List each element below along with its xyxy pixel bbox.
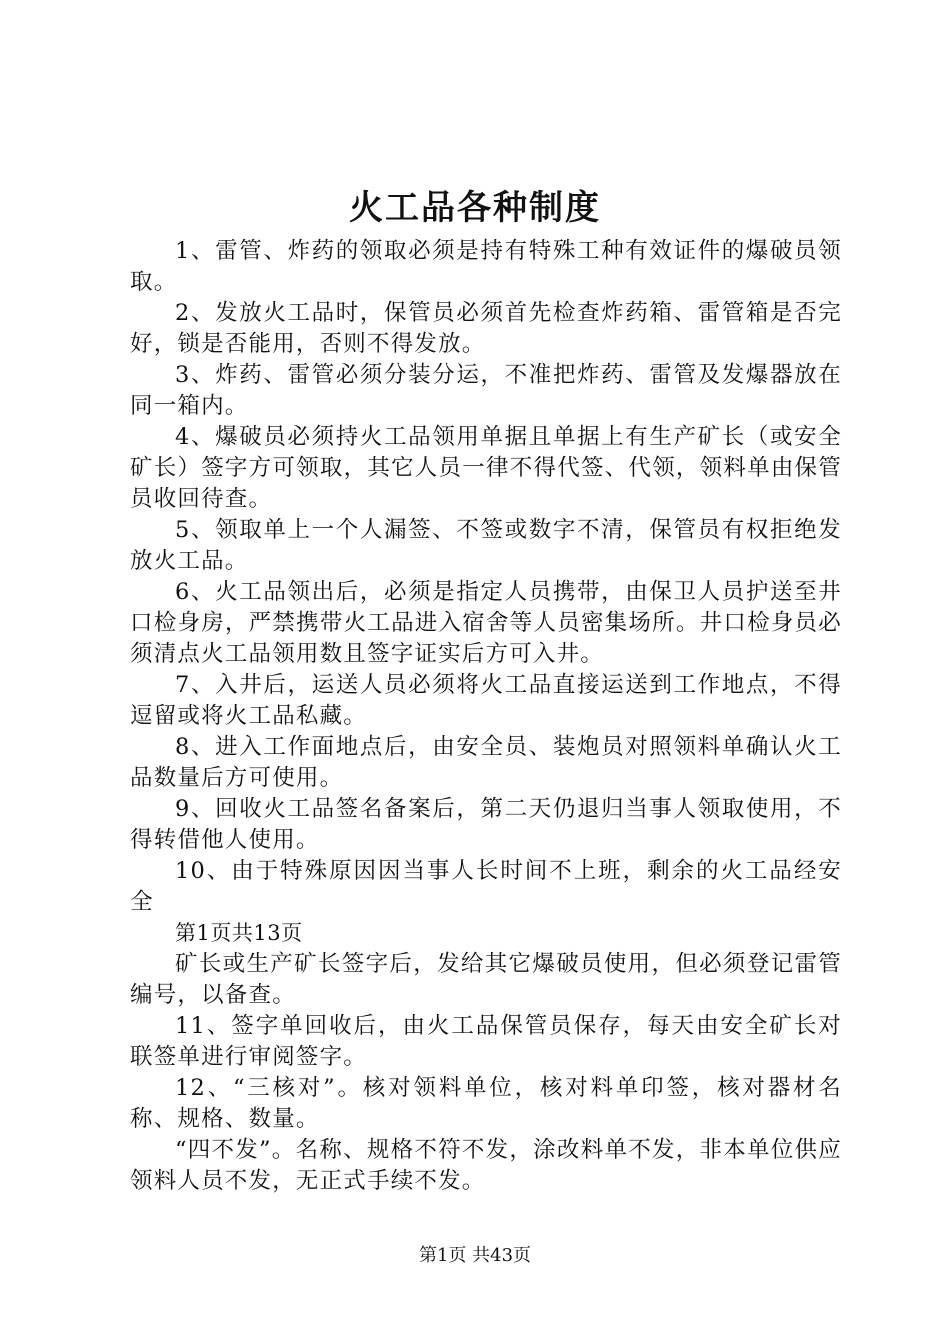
paragraph: 4、爆破员必须持火工品领用单据且单据上有生产矿长（或安全矿长）签字方可领取，其它人员一律不得代签、代领，领料单由保管员收回待查。 <box>130 424 842 512</box>
paragraph: 1、雷管、炸药的领取必须是持有特殊工种有效证件的爆破员领取。 <box>130 238 842 295</box>
paragraph: 11、签字单回收后，由火工品保管员保存，每天由安全矿长对联签单进行审阅签字。 <box>130 1013 842 1070</box>
paragraph: “四不发”。名称、规格不符不发，涂改料单不发，非本单位供应领料人员不发，无正式手续不发。 <box>130 1137 842 1194</box>
paragraph: 12、“三核对”。核对领料单位，核对料单印签，核对器材名称、规格、数量。 <box>130 1075 842 1132</box>
paragraph: 9、回收火工品签名备案后，第二天仍退归当事人领取使用，不得转借他人使用。 <box>130 796 842 853</box>
paragraph: 6、火工品领出后，必须是指定人员携带，由保卫人员护送至井口检身房，严禁携带火工品进入宿舍等人员密集场所。井口检身员必须清点火工品领用数且签字证实后方可入井。 <box>130 579 842 667</box>
paragraph: 7、入井后，运送人员必须将火工品直接运送到工作地点，不得逗留或将火工品私藏。 <box>130 672 842 729</box>
paragraph: 10、由于特殊原因因当事人长时间不上班，剩余的火工品经安全 <box>130 858 842 915</box>
paragraph: 5、领取单上一个人漏签、不签或数字不清，保管员有权拒绝发放火工品。 <box>130 517 842 574</box>
paragraph: 矿长或生产矿长签字后，发给其它爆破员使用，但必须登记雷管编号，以备查。 <box>130 951 842 1008</box>
paragraph: 2、发放火工品时，保管员必须首先检查炸药箱、雷管箱是否完好，锁是否能用，否则不得发放。 <box>130 300 842 357</box>
inline-page-marker: 第1页共13页 <box>175 921 303 945</box>
document-title: 火工品各种制度 <box>349 188 601 228</box>
document-body <box>130 236 842 1197</box>
paragraph: 3、炸药、雷管必须分装分运，不准把炸药、雷管及发爆器放在同一箱内。 <box>130 362 842 419</box>
page-footer: 第1页 共43页 <box>418 1245 532 1266</box>
paragraph: 8、进入工作面地点后，由安全员、装炮员对照领料单确认火工品数量后方可使用。 <box>130 734 842 791</box>
